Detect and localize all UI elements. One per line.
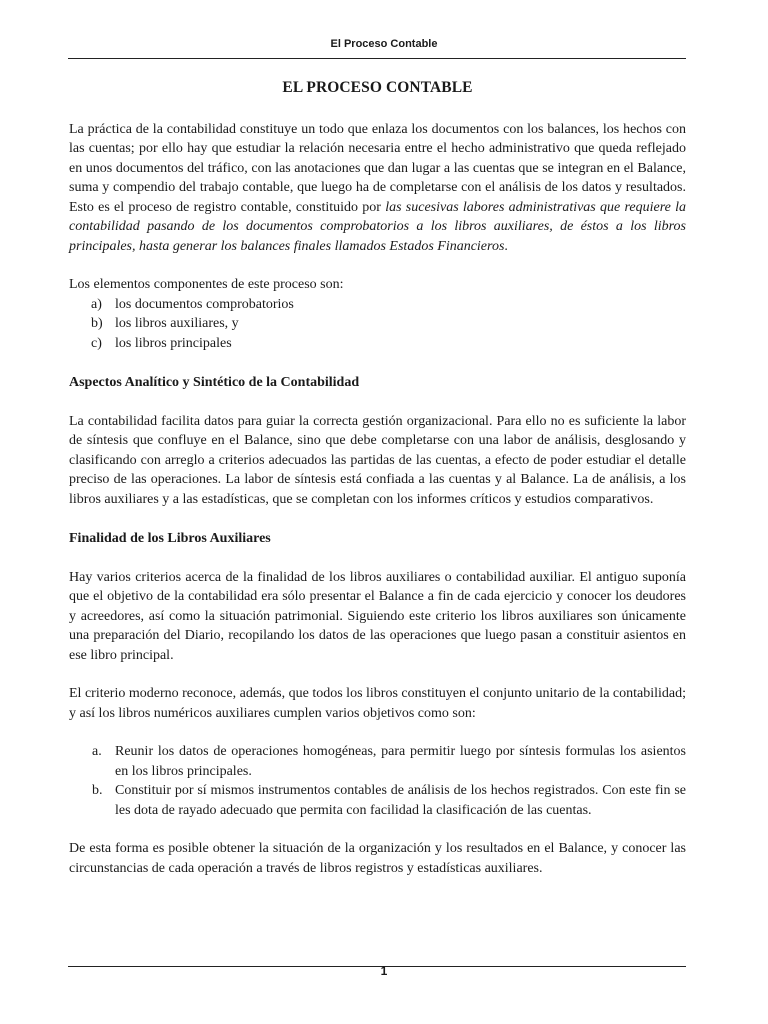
list-item-text: Constituir por sí mismos instrumentos contables de análisis de los hechos registrados. Con este fin se les dota de rayado adecuado que permita con facilidad la clasificación de las cuentas. <box>115 783 686 818</box>
list-item-text: los libros auxiliares, y <box>115 316 239 331</box>
intro-emphasis: las sucesivas labores administrativas que requiere la contabilidad pasando de los documentos comprobatorios a los libros auxiliares, de éstos a los libros principales, hasta generar los balances finales llamados Estados Financieros <box>69 199 686 254</box>
list-marker: b) <box>91 316 103 331</box>
list-marker: a. <box>92 744 102 759</box>
list-item <box>91 295 686 315</box>
intro-end: . <box>504 238 508 254</box>
list-item-text: Reunir los datos de operaciones homogéneas, para permitir luego por síntesis formulas los asientos en los libros principales. <box>115 744 686 779</box>
document-body <box>69 74 686 878</box>
list-marker: a) <box>91 296 102 312</box>
running-header: El Proceso Contable <box>330 38 438 50</box>
finalidad-paragraph-3: De esta forma es posible obtener la situación de la organización y los resultados en el Balance, y conocer las circunstancias de cada operación a través de libros registros y estadísticas auxiliares. <box>69 841 686 876</box>
list-item <box>92 781 686 820</box>
section-heading-analitico: Aspectos Analítico y Sintético de la Contabilidad <box>69 375 360 390</box>
section-heading-finalidad: Finalidad de los Libros Auxiliares <box>69 531 271 546</box>
finalidad-paragraph-2: El criterio moderno reconoce, además, que todos los libros constituyen el conjunto unitario de la contabilidad; y así los libros numéricos auxiliares cumplen varios objetivos como son: <box>69 686 686 721</box>
list-item <box>91 334 686 354</box>
intro-text: La práctica de la contabilidad constituye un todo que enlaza los documentos con los balances, los hechos con las cuentas; por ello hay que estudiar la relación necesaria entre el hecho administrativo que queda reflejado en unos documentos del tráfico, con las anotaciones que dan lugar a las cuentas que se integran en el Balance, suma y compendio del trabajo contable, que luego ha de completarse con el análisis de los datos y resultados. Esto es el proceso de registro contable, constituido por <box>69 121 686 215</box>
page-number: 1 <box>380 964 388 978</box>
elements-intro: Los elementos componentes de este proceso son: <box>69 277 344 292</box>
list-item-text: los libros principales <box>115 335 232 351</box>
list-item <box>92 742 686 781</box>
finalidad-paragraph-1: Hay varios criterios acerca de la finalidad de los libros auxiliares o contabilidad auxiliar. El antiguo suponía que el objetivo de la contabilidad era sólo presentar el Balance a fin de cada ejercicio y conocer los deudores y acreedores, así como la situación patrimonial. Siguiendo este criterio los libros auxiliares son únicamente una preparación del Diario, recopilando los datos de las operaciones que luego pasan a constituir asientos en ese libro principal. <box>69 569 686 663</box>
intro-paragraph <box>69 120 686 257</box>
section-analitico-paragraph: La contabilidad facilita datos para guiar la correcta gestión organizacional. Para ello no es suficiente la labor de síntesis que confluye en el Balance, sino que debe completarse con una labor de análisis, desglosando y clasificando con arreglo a criterios adecuados las partidas de las cuentas, a efecto de poder estudiar el detalle preciso de las operaciones. La labor de síntesis está confiada a las cuentas y al Balance. La de análisis, a los libros auxiliares y a las estadísticas, que se completan con los informes críticos y estudios comparativos. <box>69 413 686 507</box>
document-title: EL PROCESO CONTABLE <box>282 79 473 96</box>
header-divider <box>68 58 686 59</box>
list-marker: b. <box>92 783 103 798</box>
list-item <box>91 314 686 334</box>
objectives-list <box>69 742 686 820</box>
list-marker: c) <box>91 335 102 351</box>
elements-list <box>69 295 686 354</box>
list-item-text: los documentos comprobatorios <box>115 296 294 312</box>
